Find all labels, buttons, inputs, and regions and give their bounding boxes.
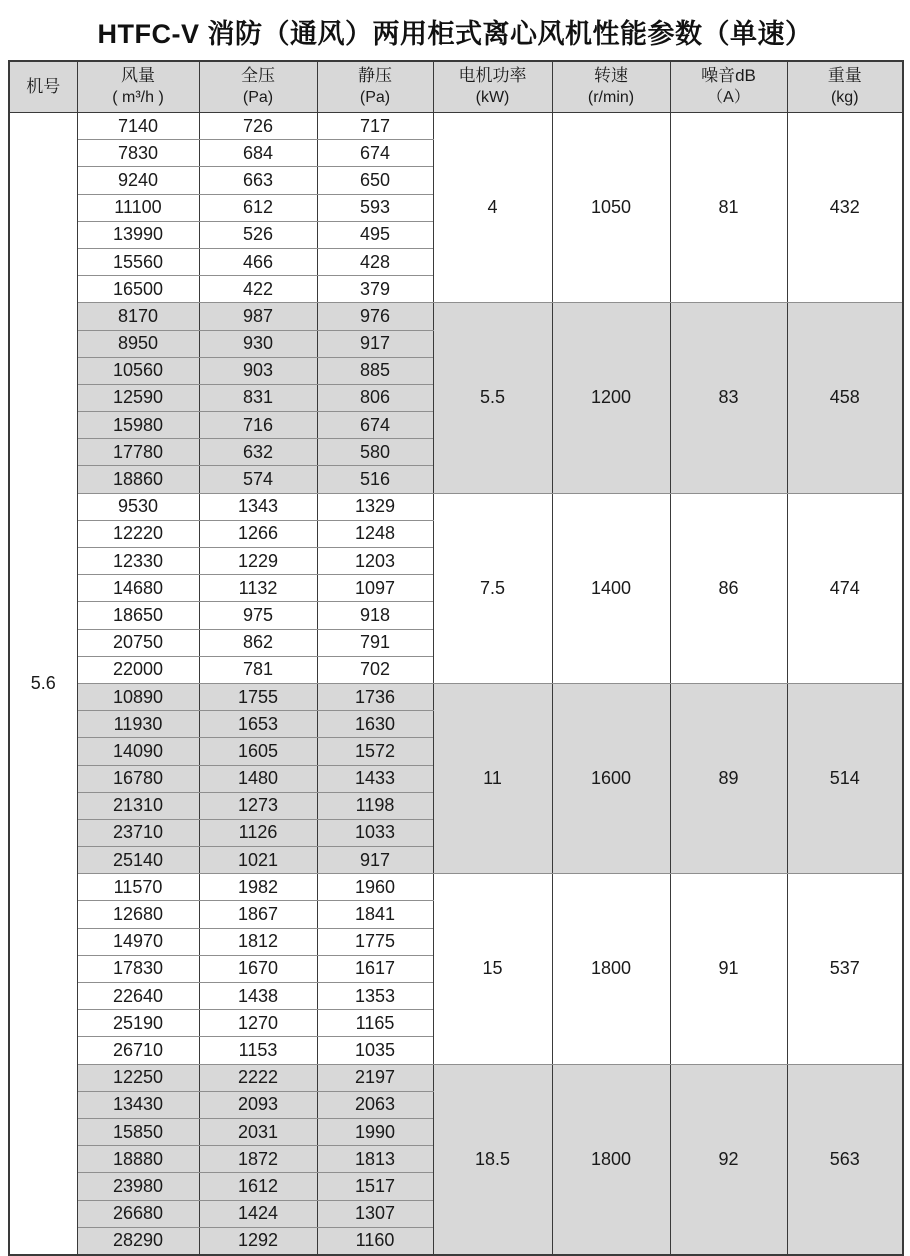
airflow-cell: 25190 [77, 1010, 199, 1037]
static-pressure-cell: 976 [317, 303, 433, 330]
speed-cell: 1800 [552, 1064, 670, 1255]
static-pressure-cell: 1841 [317, 901, 433, 928]
static-pressure-cell: 1630 [317, 711, 433, 738]
static-pressure-cell: 674 [317, 140, 433, 167]
header-unit: ( m³/h ) [112, 89, 164, 106]
static-pressure-cell: 702 [317, 656, 433, 683]
header-label: 全压 [241, 66, 275, 85]
total-pressure-cell: 1021 [199, 847, 317, 874]
total-pressure-cell: 663 [199, 167, 317, 194]
static-pressure-cell: 806 [317, 384, 433, 411]
header-label: 机号 [26, 77, 61, 96]
header-noise [670, 61, 787, 113]
static-pressure-cell: 1353 [317, 983, 433, 1010]
weight-cell: 432 [787, 113, 903, 303]
fan-spec-table [8, 60, 904, 1256]
total-pressure-cell: 1153 [199, 1037, 317, 1064]
header-unit: (Pa) [359, 89, 391, 106]
total-pressure-cell: 1126 [199, 819, 317, 846]
airflow-cell: 11100 [77, 194, 199, 221]
static-pressure-cell: 1198 [317, 792, 433, 819]
airflow-cell: 26680 [77, 1200, 199, 1227]
total-pressure-cell: 1670 [199, 955, 317, 982]
total-pressure-cell: 422 [199, 276, 317, 303]
machine-number-cell: 5.6 [9, 113, 77, 1255]
airflow-cell: 7830 [77, 140, 199, 167]
header-label: 重量 [827, 66, 862, 85]
airflow-cell: 14680 [77, 575, 199, 602]
total-pressure-cell: 1653 [199, 711, 317, 738]
static-pressure-cell: 1517 [317, 1173, 433, 1200]
header-unit: （A） [707, 89, 750, 106]
header-unit: (kW) [475, 89, 510, 106]
static-pressure-cell: 495 [317, 221, 433, 248]
weight-cell: 563 [787, 1064, 903, 1255]
noise-cell: 86 [670, 493, 787, 683]
total-pressure-cell: 2031 [199, 1118, 317, 1145]
airflow-cell: 12330 [77, 548, 199, 575]
static-pressure-cell: 1165 [317, 1010, 433, 1037]
airflow-cell: 20750 [77, 629, 199, 656]
airflow-cell: 22000 [77, 656, 199, 683]
motor-power-cell: 18.5 [433, 1064, 552, 1255]
total-pressure-cell: 1612 [199, 1173, 317, 1200]
table-row [9, 683, 903, 710]
airflow-cell: 15980 [77, 412, 199, 439]
header-row [9, 61, 903, 113]
static-pressure-cell: 674 [317, 412, 433, 439]
airflow-cell: 10890 [77, 683, 199, 710]
speed-cell: 1600 [552, 683, 670, 873]
static-pressure-cell: 1433 [317, 765, 433, 792]
airflow-cell: 12680 [77, 901, 199, 928]
airflow-cell: 16780 [77, 765, 199, 792]
static-pressure-cell: 379 [317, 276, 433, 303]
airflow-cell: 17830 [77, 955, 199, 982]
weight-cell: 474 [787, 493, 903, 683]
static-pressure-cell: 1033 [317, 819, 433, 846]
total-pressure-cell: 2222 [199, 1064, 317, 1091]
header-airflow [77, 61, 199, 113]
motor-power-cell: 11 [433, 683, 552, 873]
total-pressure-cell: 684 [199, 140, 317, 167]
total-pressure-cell: 1273 [199, 792, 317, 819]
header-unit: (kg) [830, 89, 859, 106]
page-title: HTFC-V 消防（通风）两用柜式离心风机性能参数（单速） [97, 19, 813, 49]
static-pressure-cell: 1617 [317, 955, 433, 982]
total-pressure-cell: 726 [199, 113, 317, 140]
total-pressure-cell: 716 [199, 412, 317, 439]
static-pressure-cell: 1329 [317, 493, 433, 520]
total-pressure-cell: 574 [199, 466, 317, 493]
speed-cell: 1200 [552, 303, 670, 493]
airflow-cell: 18860 [77, 466, 199, 493]
airflow-cell: 11570 [77, 874, 199, 901]
total-pressure-cell: 1438 [199, 983, 317, 1010]
static-pressure-cell: 1097 [317, 575, 433, 602]
total-pressure-cell: 862 [199, 629, 317, 656]
airflow-cell: 14970 [77, 928, 199, 955]
total-pressure-cell: 466 [199, 248, 317, 275]
static-pressure-cell: 2197 [317, 1064, 433, 1091]
airflow-cell: 12590 [77, 384, 199, 411]
header-machine-no [9, 61, 77, 113]
airflow-cell: 9240 [77, 167, 199, 194]
static-pressure-cell: 1990 [317, 1118, 433, 1145]
total-pressure-cell: 903 [199, 357, 317, 384]
static-pressure-cell: 885 [317, 357, 433, 384]
header-label: 转速 [594, 66, 628, 85]
header-label: 风量 [121, 66, 155, 85]
airflow-cell: 23980 [77, 1173, 199, 1200]
static-pressure-cell: 1572 [317, 738, 433, 765]
static-pressure-cell: 1160 [317, 1227, 433, 1255]
header-speed [552, 61, 670, 113]
static-pressure-cell: 918 [317, 602, 433, 629]
total-pressure-cell: 987 [199, 303, 317, 330]
airflow-cell: 8950 [77, 330, 199, 357]
total-pressure-cell: 1982 [199, 874, 317, 901]
airflow-cell: 14090 [77, 738, 199, 765]
airflow-cell: 15850 [77, 1118, 199, 1145]
header-label: 噪音dB [701, 66, 756, 85]
total-pressure-cell: 781 [199, 656, 317, 683]
static-pressure-cell: 428 [317, 248, 433, 275]
total-pressure-cell: 930 [199, 330, 317, 357]
static-pressure-cell: 1736 [317, 683, 433, 710]
total-pressure-cell: 1270 [199, 1010, 317, 1037]
airflow-cell: 17780 [77, 439, 199, 466]
table-row [9, 493, 903, 520]
static-pressure-cell: 516 [317, 466, 433, 493]
static-pressure-cell: 1813 [317, 1146, 433, 1173]
motor-power-cell: 15 [433, 874, 552, 1064]
motor-power-cell: 7.5 [433, 493, 552, 683]
airflow-cell: 25140 [77, 847, 199, 874]
airflow-cell: 11930 [77, 711, 199, 738]
header-motor-power [433, 61, 552, 113]
total-pressure-cell: 1292 [199, 1227, 317, 1255]
static-pressure-cell: 917 [317, 330, 433, 357]
motor-power-cell: 5.5 [433, 303, 552, 493]
static-pressure-cell: 2063 [317, 1091, 433, 1118]
airflow-cell: 22640 [77, 983, 199, 1010]
static-pressure-cell: 1960 [317, 874, 433, 901]
airflow-cell: 10560 [77, 357, 199, 384]
static-pressure-cell: 1035 [317, 1037, 433, 1064]
header-static-pressure [317, 61, 433, 113]
airflow-cell: 28290 [77, 1227, 199, 1255]
total-pressure-cell: 1812 [199, 928, 317, 955]
airflow-cell: 21310 [77, 792, 199, 819]
table-row [9, 303, 903, 330]
airflow-cell: 9530 [77, 493, 199, 520]
static-pressure-cell: 580 [317, 439, 433, 466]
total-pressure-cell: 632 [199, 439, 317, 466]
static-pressure-cell: 1248 [317, 520, 433, 547]
noise-cell: 92 [670, 1064, 787, 1255]
motor-power-cell: 4 [433, 113, 552, 303]
total-pressure-cell: 526 [199, 221, 317, 248]
airflow-cell: 7140 [77, 113, 199, 140]
static-pressure-cell: 1203 [317, 548, 433, 575]
static-pressure-cell: 1775 [317, 928, 433, 955]
total-pressure-cell: 1424 [199, 1200, 317, 1227]
airflow-cell: 16500 [77, 276, 199, 303]
airflow-cell: 15560 [77, 248, 199, 275]
table-body [9, 113, 903, 1255]
airflow-cell: 18880 [77, 1146, 199, 1173]
total-pressure-cell: 975 [199, 602, 317, 629]
header-weight [787, 61, 903, 113]
total-pressure-cell: 612 [199, 194, 317, 221]
header-label: 静压 [358, 66, 392, 85]
total-pressure-cell: 1872 [199, 1146, 317, 1173]
airflow-cell: 18650 [77, 602, 199, 629]
airflow-cell: 23710 [77, 819, 199, 846]
weight-cell: 458 [787, 303, 903, 493]
airflow-cell: 26710 [77, 1037, 199, 1064]
total-pressure-cell: 1605 [199, 738, 317, 765]
airflow-cell: 12220 [77, 520, 199, 547]
total-pressure-cell: 1480 [199, 765, 317, 792]
noise-cell: 83 [670, 303, 787, 493]
static-pressure-cell: 593 [317, 194, 433, 221]
noise-cell: 81 [670, 113, 787, 303]
airflow-cell: 13430 [77, 1091, 199, 1118]
static-pressure-cell: 791 [317, 629, 433, 656]
airflow-cell: 8170 [77, 303, 199, 330]
page [0, 12, 910, 1251]
header-unit: (Pa) [242, 89, 274, 106]
static-pressure-cell: 650 [317, 167, 433, 194]
header-label: 电机功率 [458, 66, 527, 85]
total-pressure-cell: 1867 [199, 901, 317, 928]
total-pressure-cell: 1229 [199, 548, 317, 575]
total-pressure-cell: 1343 [199, 493, 317, 520]
static-pressure-cell: 717 [317, 113, 433, 140]
header-total-pressure [199, 61, 317, 113]
total-pressure-cell: 1266 [199, 520, 317, 547]
speed-cell: 1400 [552, 493, 670, 683]
total-pressure-cell: 1132 [199, 575, 317, 602]
total-pressure-cell: 831 [199, 384, 317, 411]
airflow-cell: 12250 [77, 1064, 199, 1091]
table-row [9, 113, 903, 140]
speed-cell: 1800 [552, 874, 670, 1064]
table-header [9, 61, 903, 113]
noise-cell: 91 [670, 874, 787, 1064]
table-row [9, 874, 903, 901]
header-unit: (r/min) [587, 89, 635, 106]
total-pressure-cell: 2093 [199, 1091, 317, 1118]
airflow-cell: 13990 [77, 221, 199, 248]
noise-cell: 89 [670, 683, 787, 873]
weight-cell: 537 [787, 874, 903, 1064]
static-pressure-cell: 1307 [317, 1200, 433, 1227]
table-row [9, 1064, 903, 1091]
speed-cell: 1050 [552, 113, 670, 303]
total-pressure-cell: 1755 [199, 683, 317, 710]
static-pressure-cell: 917 [317, 847, 433, 874]
weight-cell: 514 [787, 683, 903, 873]
